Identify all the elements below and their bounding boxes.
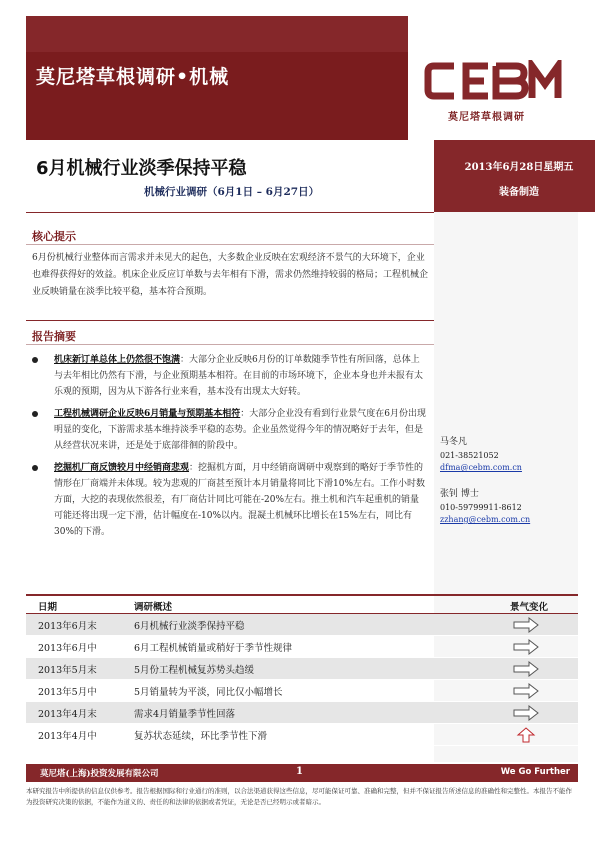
abstract-heading: 报告摘要 (32, 330, 76, 343)
row-date: 2013年5月末 (38, 665, 97, 676)
analyst-phone: 021-38521052 (440, 451, 499, 460)
bullet-icon (32, 411, 38, 417)
bullet-text: ：大部分企业反映6月份的订单数随季节性有所回落，总体上与去年相比仍然有下滑，与企业预期基本相符。在目前的市场环境下，企业本身也并未报有太乐观的预期，因为从下游各行业来看，基本没有出现太大好转。 (54, 355, 424, 397)
table-row (26, 724, 578, 746)
bullet-lead: 机床新订单总体上仍然很不饱满 (54, 355, 181, 365)
logo-area (408, 16, 578, 140)
row-date: 2013年4月中 (38, 731, 97, 742)
report-category: 装备制造 (499, 187, 539, 198)
trend-flat-arrow-icon (512, 617, 540, 633)
summary-heading: 核心提示 (32, 230, 76, 243)
report-subtitle: 机械行业调研（6月1日 – 6月27日） (144, 186, 320, 198)
row-summary: 需求4月销量季节性回落 (134, 709, 236, 720)
date-box (434, 140, 595, 212)
row-summary: 复苏状态延续，环比季节性下滑 (134, 731, 268, 742)
trend-flat-arrow-icon (512, 639, 540, 655)
row-summary: 5月份工程机械复苏势头趋缓 (134, 665, 255, 676)
table-row (26, 636, 578, 658)
trend-up-arrow-icon (512, 727, 540, 743)
bullet-lead: 工程机械调研企业反映6月销量与预期基本相符 (54, 409, 241, 419)
divider (26, 344, 434, 345)
analyst-email-link[interactable]: zzhang@cebm.com.cn (440, 515, 531, 524)
footer-bar (26, 764, 578, 782)
column-header-trend: 景气变化 (510, 602, 549, 613)
trend-flat-arrow-icon (512, 705, 540, 721)
company-name: 莫尼塔(上海)投资发展有限公司 (40, 769, 159, 779)
research-history-table (26, 594, 578, 746)
row-summary: 6月机械行业淡季保持平稳 (134, 621, 245, 632)
logo-subtitle: 莫尼塔草根调研 (448, 112, 525, 123)
report-date: 2013年6月28日星期五 (464, 162, 574, 173)
row-summary: 5月销量转为平淡，同比仅小幅增长 (134, 687, 283, 698)
table-row (26, 702, 578, 724)
analyst-name: 马冬凡 (440, 437, 468, 447)
bullet-icon (32, 357, 38, 363)
trend-flat-arrow-icon (512, 661, 540, 677)
analyst-email-link[interactable]: dfma@cebm.com.cn (440, 463, 522, 472)
analyst-info (440, 436, 576, 526)
banner-title: 莫尼塔草根调研•机械 (36, 66, 230, 88)
summary-text: 6月份机械行业整体而言需求并未见大的起色，大多数企业反映在宏观经济不景气的大环境下，企业也难得获得好的效益。机床企业反应订单数与去年相有下滑，需求仍然维持较弱的格局；工程机械企业反映销量在淡季比较平稳，基本符合预期。 (32, 253, 429, 297)
slogan: We Go Further (500, 767, 570, 777)
abstract-list (32, 352, 428, 546)
list-item (32, 406, 428, 454)
list-item (32, 352, 428, 400)
column-header-summary: 调研概述 (134, 602, 173, 613)
row-date: 2013年5月中 (38, 687, 97, 698)
analyst-phone: 010-59799911-8612 (440, 503, 522, 512)
divider (26, 320, 434, 321)
trend-flat-arrow-icon (512, 683, 540, 699)
title-section (26, 140, 578, 212)
cebm-logo-icon (424, 60, 564, 102)
bullet-icon (32, 465, 38, 471)
row-date: 2013年6月末 (38, 621, 97, 632)
page-number: 1 (296, 766, 303, 777)
bullet-text: ：挖掘机方面，月中经销商调研中观察到的略好于季节性的情形在厂商端并未体现。较为悲观的厂商甚至预计本月销量将同比下滑10%左右。工作小时数方面，大挖的表现依然很差，有厂商估计同比可能在-20%左右。推土机和汽车起重机的销量可能还将出现一定下滑，估计幅度在-10%以内。混凝土机械环比增长在15%左右，同比有30%的下滑。 (54, 463, 426, 537)
table-row (26, 658, 578, 680)
bullet-text: ：大部分企业没有看到行业景气度在6月份出现明显的变化，下游需求基本维持淡季平稳的态势。企业虽然觉得今年的情况略好于去年，但是从经营状况来讲，还是处于底部徘徊的阶段中。 (54, 409, 426, 451)
divider (26, 244, 434, 245)
banner-red-block (26, 16, 408, 140)
column-header-date: 日期 (38, 602, 58, 613)
disclaimer: 本研究报告中所提供的信息仅供参考。报告根据国际和行业通行的准则，以合法渠道获得这些信息，尽可能保证可靠、准确和完整，但并不保证报告所述信息的准确性和完整性。本报告不能作为投资研究决策的依据，不能作为道义的、责任的和法律的依据或者凭证，无论是否已经明示或者暗示。 (26, 787, 572, 806)
table-header (26, 594, 578, 614)
row-summary: 6月工程机械销量或稍好于季节性规律 (134, 643, 293, 654)
table-row (26, 680, 578, 702)
row-date: 2013年6月中 (38, 643, 97, 654)
row-date: 2013年4月末 (38, 709, 97, 720)
analyst-name: 张钊 博士 (440, 489, 479, 499)
header-banner (0, 0, 595, 140)
table-row (26, 614, 578, 636)
report-title: 6月机械行业淡季保持平稳 (36, 158, 247, 179)
list-item (32, 460, 428, 540)
bullet-lead: 挖掘机厂商反馈较月中经销商悲观 (54, 463, 190, 473)
